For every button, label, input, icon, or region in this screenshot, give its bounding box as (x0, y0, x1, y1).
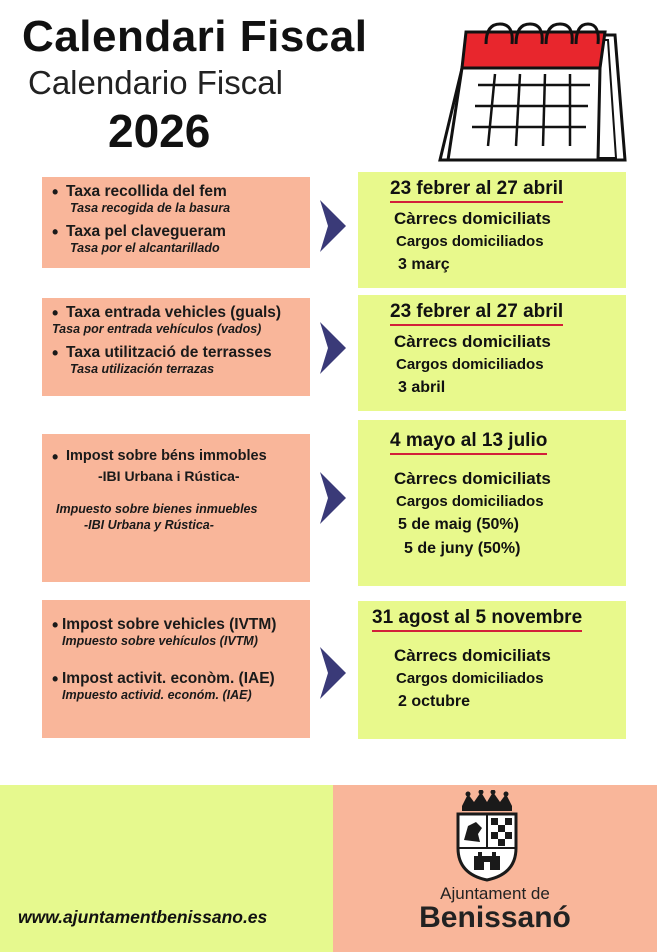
tax-box-1 (42, 177, 310, 268)
charges-label: Càrrecs domiciliats (394, 209, 551, 228)
tax-name: • Impost sobre béns immobles (52, 448, 300, 464)
arrow-right-icon (318, 470, 348, 526)
charges-label: Càrrecs domiciliats (394, 646, 551, 665)
tax-box-3 (42, 434, 310, 582)
charges-label-es: Cargos domiciliados (396, 233, 544, 250)
page-subtitle: Calendario Fiscal (28, 64, 283, 101)
ajuntament-label: Ajuntament de (440, 884, 550, 903)
charge-date: 5 de juny (50%) (404, 540, 521, 557)
date-box-3 (358, 420, 626, 586)
payment-period: 31 agost al 5 novembre (372, 607, 582, 632)
tax-name-es: Tasa recogida de la basura (70, 201, 231, 215)
coat-of-arms-icon (452, 790, 522, 882)
arrow-right-icon (318, 320, 348, 376)
charges-label: Càrrecs domiciliats (394, 332, 551, 351)
tax-box-4 (42, 600, 310, 738)
charges-label-es: Cargos domiciliados (396, 670, 544, 687)
date-box-2 (358, 295, 626, 411)
tax-name: • Taxa recollida del fem (52, 183, 300, 201)
charges-label: Càrrecs domiciliats (394, 469, 551, 488)
tax-name-es: Tasa utilización terrazas (70, 362, 215, 376)
arrow-right-icon (318, 645, 348, 701)
page-year: 2026 (108, 105, 211, 157)
town-name: Benissanó (419, 901, 571, 934)
tax-name: • Impost activit. econòm. (IAE) (52, 670, 300, 688)
tax-detail: -IBI Urbana i Rústica- (98, 468, 240, 484)
payment-period: 23 febrer al 27 abril (390, 178, 563, 203)
tax-box-2 (42, 298, 310, 396)
charge-date: 5 de maig (50%) (398, 516, 519, 533)
tax-name: • Taxa entrada vehicles (guals) (52, 304, 300, 322)
charges-label-es: Cargos domiciliados (396, 356, 544, 373)
charges-label-es: Cargos domiciliados (396, 493, 544, 510)
tax-name-es: Impuesto sobre vehículos (IVTM) (62, 634, 258, 648)
charge-date: 2 octubre (398, 693, 471, 710)
tax-name: • Taxa utilització de terrasses (52, 344, 300, 362)
page-title: Calendari Fiscal (22, 12, 368, 61)
payment-period: 4 mayo al 13 julio (390, 430, 547, 455)
tax-detail-es: -IBI Urbana y Rústica- (84, 518, 214, 532)
tax-name-es: Impuesto sobre bienes inmuebles (56, 502, 258, 516)
website-link[interactable]: www.ajuntamentbenissano.es (18, 907, 268, 927)
date-box-1 (358, 172, 626, 288)
charge-date: 3 abril (398, 379, 446, 396)
tax-name-es: Tasa por el alcantarillado (70, 241, 220, 255)
tax-name-es: Tasa por entrada vehículos (vados) (52, 322, 262, 336)
tax-name-es: Impuesto activid. económ. (IAE) (62, 688, 252, 702)
arrow-right-icon (318, 198, 348, 254)
date-box-4 (358, 601, 626, 739)
tax-name: • Impost sobre vehicles (IVTM) (52, 616, 300, 634)
calendar-icon (420, 10, 630, 170)
charge-date: 3 març (398, 256, 450, 273)
tax-name: • Taxa pel clavegueram (52, 223, 300, 241)
payment-period: 23 febrer al 27 abril (390, 301, 563, 326)
